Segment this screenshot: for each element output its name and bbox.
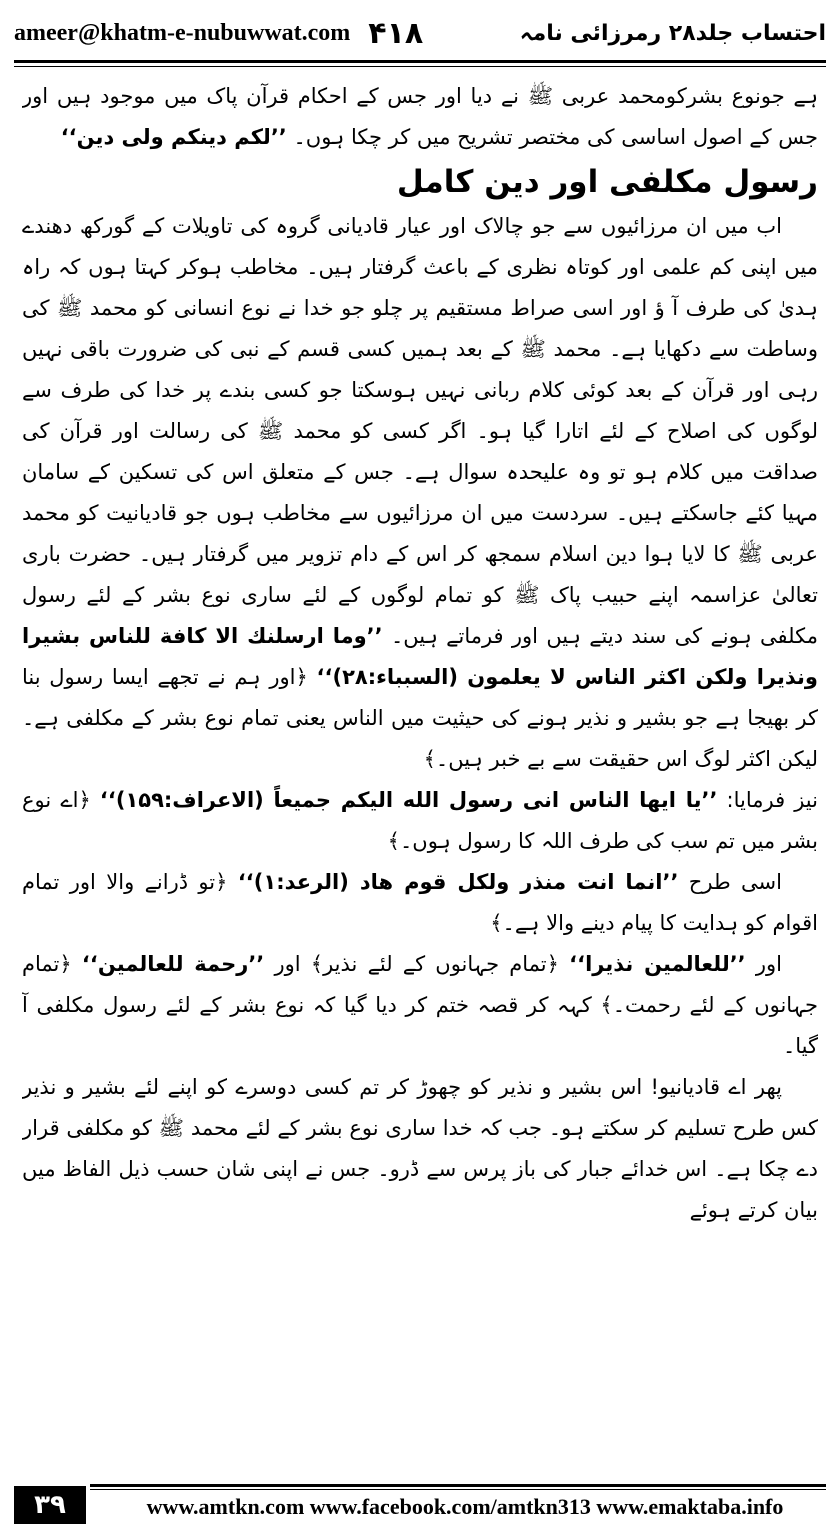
header-rule [14,60,826,63]
footer-links[interactable]: www.amtkn.com www.facebook.com/amtkn313 www.emaktaba.info [146,1494,784,1519]
p4-arabic-quote: ’’انما انت منذر ولكل قوم هاد (الرعد:۱)‘‘ [237,870,679,894]
page-number: ۴۱۸ [368,15,424,51]
page-footer [14,1476,826,1528]
p1-arabic-quote: ’’لکم دینکم ولی دین‘‘ [60,125,287,149]
page-body [22,76,818,1468]
p2-text: اب میں ان مرزائیوں سے جو چالاک اور عیار قادیانی گروہ کی تاویلات کے گورکھ دھندے میں اپنی کم علمی اور کوتاہ نظری کے باعث گرفتار ہیں۔ مخاطب ہوکر کہتا ہوں کہ راہ ہدیٰ کی طرف آ ؤ اور اسی صراط مستقیم پر چلو جو خدا نے نوع انسانی کو محمد ﷺ کی وساطت سے دکھایا ہے۔ محمد ﷺ کے بعد ہمیں کسی قسم کے نبی کی ضرورت باقی نہیں رہی اور قرآن کے بعد کوئی کلام ربانی نہیں ہوسکتا جو کسی بندے پر خدا کی طرف سے لوگوں کی اصلاح کے لئے اتارا گیا ہو۔ اگر کسی کو محمد ﷺ کی رسالت اور قرآن کی صداقت میں کلام ہو تو وہ علیحدہ سوال ہے۔ جس کے متعلق اس کی تسکین کے سامان مہیا کئے جاسکتے ہیں۔ سردست میں ان مرزائیوں سے مخاطب ہوں جو قادیانیت کو محمد عربی ﷺ کا لایا ہوا دین اسلام سمجھ کر اس کے دام تزویر میں گرفتار ہیں۔ حضرت باری تعالیٰ عزاسمہ اپنے حبیب پاک ﷺ کو تمام لوگوں کے لئے ساری نوع بشر کے لئے رسول مکلفی ہونے کی سند دیتے ہیں اور فرماتے ہیں۔ [22,214,818,648]
footer-page-number: ۳۹ [14,1486,86,1524]
header-rule-thin [14,66,826,67]
p4-lead: اسی طرح [688,870,782,894]
p2-arabic-quote: ’’وما ارسلنك الا كافة للناس بشيرا ونذيرا ولكن اكثر الناس لا يعلمون (السبباء:۲۸)‘‘ [22,624,818,689]
p6-text: پھر اے قادیانیو! اس بشیر و نذیر کو چھوڑ کر تم کسی دوسرے کو اپنے لئے بشیر و نذیر کس طرح تسلیم کر سکتے ہو۔ جب کہ خدا ساری نوع بشر کے لئے محمد ﷺ کو مکلفی قرار دے چکا ہے۔ اس خدائے جبار کی باز پرس سے ڈرو۔ جس نے اپنی شان حسب ذیل الفاظ میں بیان کرتے ہوئے [22,1075,818,1222]
p3-arabic-quote: ’’یا ایها الناس انی رسول الله الیکم جمیعاً (الاعراف:۱۵۹)‘‘ [99,788,718,812]
p4-translation: ﴿تو ڈرانے والا اور تمام اقوام کو ہدایت کا پیام دینے والا ہے۔﴾ [22,870,818,935]
p5-arabic-quote-1: ’’للعالمین نذیرا‘‘ [569,952,746,976]
p5-mid: ﴿تمام جہانوں کے لئے نذیر﴾ اور [274,952,559,976]
p3-lead: نیز فرمایا: [726,788,818,812]
p5-arabic-quote-2: ’’رحمة للعالمین‘‘ [81,952,265,976]
p2-translation: ﴿اور ہم نے تجھے ایسا رسول بنا کر بھیجا ہے جو بشیر و نذیر ہونے کی حیثیت میں الناس یعنی تمام نوع بشر کے مکلفی ہے۔ لیکن اکثر لوگ اس حقیقت سے بے خبر ہیں۔﴾ [22,665,818,771]
p1-text: ہے جونوع بشرکومحمد عربی ﷺ نے دیا اور جس کے احکام قرآن پاک میں موجود ہیں اور جس کے اصول اساسی کی مختصر تشریح میں کر چکا ہوں۔ [22,84,818,149]
paragraph-4 [22,862,818,944]
paragraph-3 [22,780,818,862]
email-address: ameer@khatm-e-nubuwwat.com [14,19,351,46]
paragraph-1 [22,76,818,158]
p5-translation: ﴿تمام جہانوں کے لئے رحمت۔﴾ کہہ کر قصہ ختم کر دیا گیا کہ نوع بشر کے لئے رسول مکلفی آ گیا۔ [22,952,818,1058]
page-header [14,10,826,56]
header-left [14,16,423,51]
paragraph-2 [22,206,818,780]
book-title: احتساب جلد۲۸ رمرزائی نامہ [519,20,826,46]
p3-translation: ﴿اے نوع بشر میں تم سب کی طرف اللہ کا رسول ہوں۔﴾ [22,788,818,853]
p5-lead: اور [755,952,782,976]
section-heading: رسول مکلفی اور دین کامل [396,164,818,200]
footer-rule-thin [90,1489,826,1490]
paragraph-6 [22,1067,818,1231]
footer-rule-thick [90,1484,826,1487]
footer-rules [90,1484,826,1490]
paragraph-5 [22,944,818,1067]
